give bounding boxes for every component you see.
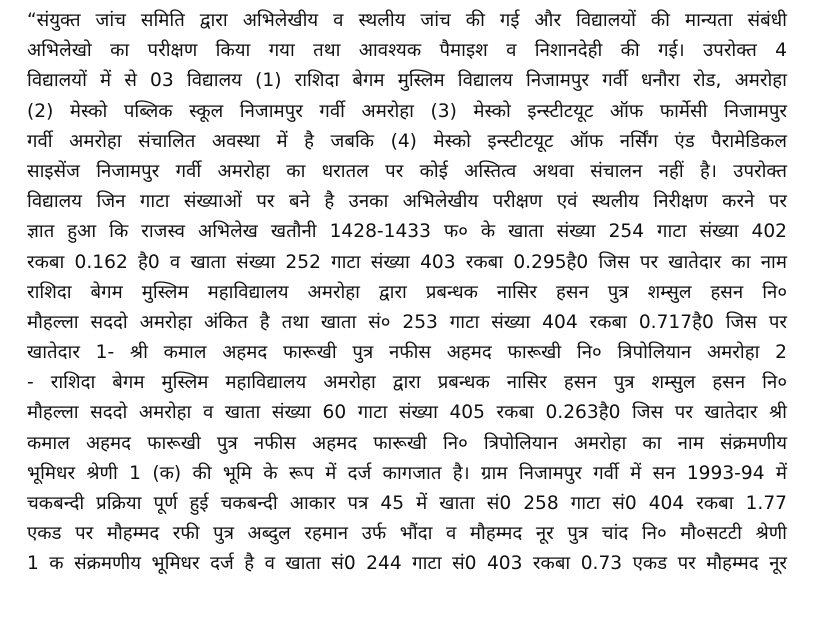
text-line: “संयुक्त जांच समिति द्वारा अभिलेखीय व स्थलीय जांच की गई और विद्यालयों की मान्यता संबंधी — [27, 10, 787, 31]
text-line: रकबा 0.162 है0 व खाता संख्या 252 गाटा संख्या 403 रकबा 0.295है0 जिस पर खातेदार का नाम — [27, 251, 787, 273]
text-line: विद्यालयों में से 03 विद्यालय (1) राशिदा बेगम मुस्लिम विद्यालय निजामपुर गर्वी धनौरा रोड, अमरोहा — [27, 70, 787, 92]
text-line: एकड पर मौहम्मद रफी पुत्र अब्दुल रहमान उर्फ भौंदा व मौहम्मद नूर पुत्र चांद नि० मौ०सटटी श्रेणी — [27, 523, 787, 545]
document-text-block — [27, 6, 787, 580]
text-line: कमाल अहमद फारूखी पुत्र नफीस अहमद फारूखी नि० त्रिपोलियान अमरोहा का नाम संक्रमणीय — [27, 432, 787, 454]
text-line: विद्यालय जिन गाटा संख्याओं पर बने है उनका अभिलेखीय परीक्षण एवं स्थलीय निरीक्षण करने पर — [27, 191, 787, 213]
text-line: (2) मेस्को पब्लिक स्कूल निजामपुर गर्वी अमरोहा (3) मेस्को इन्स्टीटयूट ऑफ फार्मेसी निजामपुर — [27, 100, 787, 122]
text-line: अभिलेखो का परीक्षण किया गया तथा आवश्यक पैमाइश व निशानदेही की गई। उपरोक्त 4 — [27, 40, 787, 62]
text-line: साइसेंज निजामपुर गर्वी अमरोहा का धरातल पर कोई अस्तित्व अथवा संचालन नहीं है। उपरोक्त — [27, 160, 787, 182]
text-line: - राशिदा बेगम मुस्लिम महाविद्यालय अमरोहा द्वारा प्रबन्धक नासिर हसन पुत्र शम्सुल हसन नि० — [27, 372, 787, 394]
text-line: 1 क संक्रमणीय भूमिधर दर्ज है व खाता सं0 244 गाटा सं0 403 रकबा 0.73 एकड पर मौहम्मद नूर — [27, 553, 787, 575]
text-line: खातेदार 1- श्री कमाल अहमद फारूखी पुत्र नफीस अहमद फारूखी नि० त्रिपोलियान अमरोहा 2 — [27, 342, 787, 364]
text-line: ज्ञात हुआ कि राजस्व अभिलेख खतौनी 1428-1433 फ० के खाता संख्या 254 गाटा संख्या 402 — [27, 221, 787, 243]
text-line: गर्वी अमरोहा संचालित अवस्था में है जबकि (4) मेस्को इन्स्टीटयूट ऑफ नर्सिंग एंड पैरामेडिकल — [27, 130, 787, 152]
text-line: चकबन्दी प्रक्रिया पूर्ण हुई चकबन्दी आकार पत्र 45 में खाता सं0 258 गाटा सं0 404 रकबा 1.77 — [27, 493, 787, 514]
text-line: भूमिधर श्रेणी 1 (क) की भूमि के रूप में दर्ज कागजात है। ग्राम निजामपुर गर्वी में सन 1993-94 में — [27, 462, 787, 484]
text-line: राशिदा बेगम मुस्लिम महाविद्यालय अमरोहा द्वारा प्रबन्धक नासिर हसन पुत्र शम्सुल हसन नि० — [27, 281, 787, 303]
text-line: मौहल्ला सददो अमरोहा अंकित है तथा खाता सं० 253 गाटा संख्या 404 रकबा 0.717है0 जिस पर — [27, 311, 787, 333]
text-line: मौहल्ला सददो अमरोहा व खाता संख्या 60 गाटा संख्या 405 रकबा 0.263है0 जिस पर खातेदार श्री — [27, 402, 787, 424]
